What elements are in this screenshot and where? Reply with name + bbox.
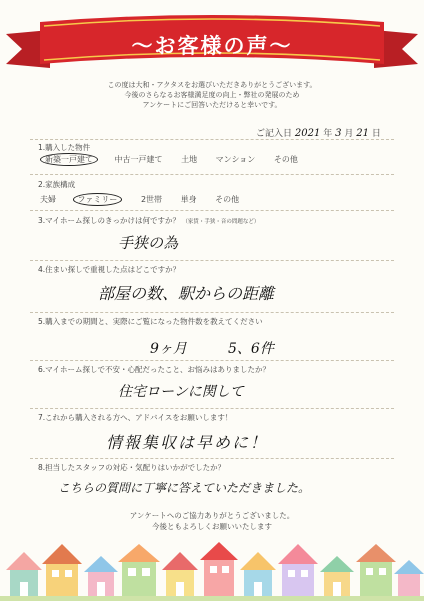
option-couple[interactable]: 夫婦 (40, 195, 56, 204)
divider (30, 408, 394, 409)
thanks-line: アンケートへのご協力ありがとうございました。 (129, 511, 295, 520)
house-icon (200, 542, 238, 596)
houses-illustration (0, 538, 424, 601)
question-6: 6.マイホーム探しで不安・心配だったこと、お悩みはありましたか？ (38, 365, 271, 374)
date-day-unit: 日 (371, 129, 381, 139)
date-label: ご記入日 (256, 129, 293, 139)
answer-8: こちらの質問に丁寧に答えていただきました。 (58, 481, 311, 495)
date-month: 3 (335, 128, 342, 139)
option-new-house[interactable]: 新築一戸建て (40, 153, 98, 166)
question-5: 5.購入までの期間と、実際にご覧になった物件数を教えてください (38, 317, 263, 326)
option-mansion[interactable]: マンション (215, 155, 256, 164)
question-4: 4.住まい探しで重視した点はどこですか？ (38, 265, 181, 274)
divider (30, 210, 394, 211)
date-day: 21 (356, 128, 369, 139)
date-row (256, 126, 381, 139)
intro-line: この度は大和・アクタスをお選びいただきありがとうございます。 (107, 81, 317, 89)
intro-line: アンケートにご回答いただけると幸いです。 (142, 101, 282, 109)
thanks-text (0, 510, 424, 532)
thanks-line: 今後ともよろしくお願いいたします (152, 522, 272, 531)
page-title: 〜お客様の声〜 (131, 34, 293, 58)
house-icon (84, 556, 118, 596)
house-icon (42, 544, 82, 596)
question-3-text: 3.マイホーム探しのきっかけは何ですか？ (38, 216, 181, 225)
answer-5-count: 5、6件 (228, 341, 274, 357)
divider (30, 360, 394, 361)
divider (30, 139, 394, 140)
divider (30, 260, 394, 261)
date-year-unit: 年 (323, 129, 333, 139)
answer-6: 住宅ローンに関して (118, 384, 244, 400)
date-year: 2021 (294, 128, 321, 139)
question-3 (38, 215, 259, 226)
option-used-house[interactable]: 中古一戸建て (114, 155, 163, 164)
date-month-unit: 月 (344, 129, 354, 139)
question-3-note: （家賃・手狭・音の問題など） (182, 219, 260, 225)
divider (30, 174, 394, 175)
divider (30, 458, 394, 459)
answer-5-period: 9ヶ月 (150, 341, 187, 357)
question-7: 7.これから購入される方へ、アドバイスをお願いします！ (38, 413, 233, 422)
option-other[interactable]: その他 (273, 155, 298, 164)
house-icon (6, 552, 42, 596)
option-other[interactable]: その他 (215, 195, 240, 204)
house-icon (394, 560, 424, 596)
intro-text (0, 80, 424, 110)
house-icon (162, 552, 198, 596)
answer-7: 情報集収は早めに！ (106, 433, 269, 452)
house-icon (118, 544, 160, 596)
house-icon (278, 544, 318, 596)
option-two-generations[interactable]: 2世帯 (140, 195, 163, 204)
q2-options (40, 193, 239, 206)
option-land[interactable]: 土地 (181, 155, 198, 164)
divider (30, 312, 394, 313)
option-single[interactable]: 単身 (180, 195, 197, 204)
q1-options (40, 153, 298, 166)
question-2: 2.家族構成 (38, 180, 76, 189)
answer-4: 部屋の数、駅からの距離 (98, 284, 275, 303)
house-icon (356, 544, 396, 596)
answer-3: 手狭の為 (118, 234, 179, 252)
question-1: 1.購入した物件 (38, 143, 91, 152)
house-icon (240, 552, 276, 596)
option-family[interactable]: ファミリー (73, 193, 123, 206)
house-icon (320, 556, 354, 596)
intro-line: 今後のさらなるお客様満足度の向上・弊社の発展のため (124, 91, 300, 99)
question-8: 8.担当したスタッフの対応・気配りはいかがでしたか？ (38, 463, 226, 472)
